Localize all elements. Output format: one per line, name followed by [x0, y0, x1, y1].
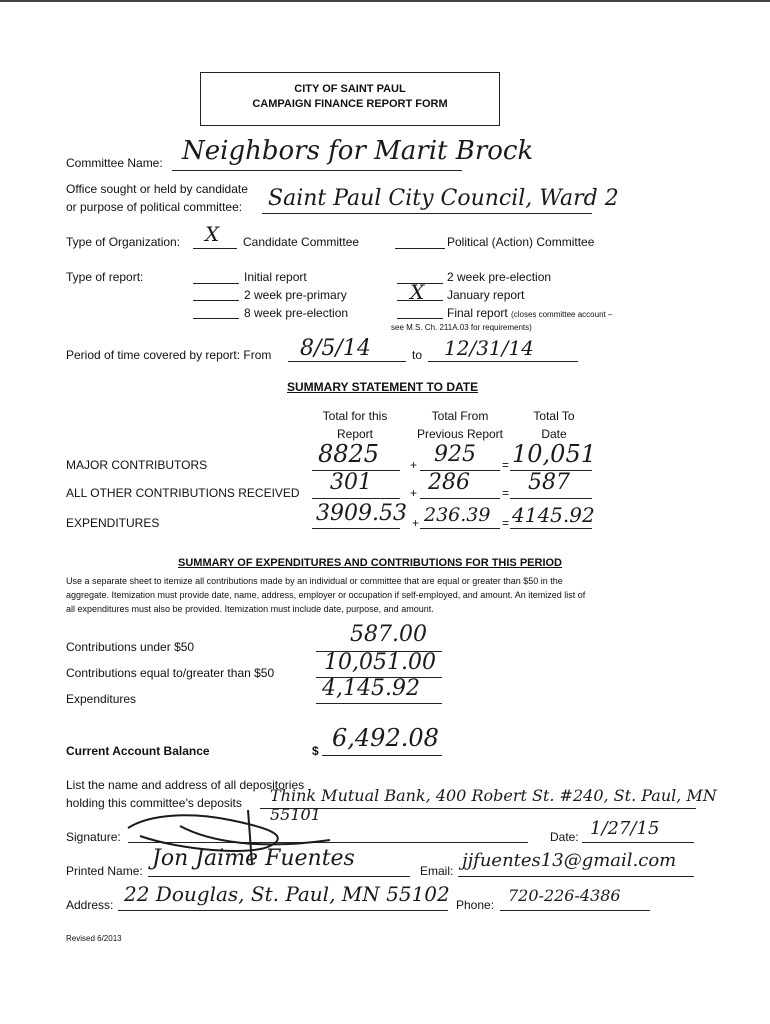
- contrib-over-label: Contributions equal to/greater than $50: [66, 666, 275, 680]
- period-summary-title: SUMMARY OF EXPENDITURES AND CONTRIBUTIONS FOR THIS PERIOD: [178, 557, 563, 569]
- period-to-label: to: [412, 348, 423, 362]
- summary-row-label: EXPENDITURES: [66, 516, 160, 530]
- revised-note: Revised 6/2013: [66, 934, 122, 943]
- initial-report-line[interactable]: [193, 283, 239, 284]
- row3-prev-value[interactable]: 236.39: [424, 504, 491, 526]
- pre-election-2-label: 2 week pre-election: [447, 270, 552, 284]
- pre-election-8-line[interactable]: [193, 318, 239, 319]
- org-candidate-check[interactable]: X: [205, 222, 220, 246]
- phone-value[interactable]: 720-226-4386: [508, 886, 621, 905]
- committee-name-line: [172, 170, 462, 171]
- row2-prev-value[interactable]: 286: [428, 470, 470, 495]
- row2-prev-line: [420, 498, 500, 499]
- address-label: Address:: [66, 898, 114, 912]
- printed-name-line: [148, 876, 410, 877]
- period-label: Period of time covered by report: From: [66, 348, 272, 362]
- col-prev-header: [412, 409, 508, 441]
- instructions-line1: Use a separate sheet to itemize all contributions made by an individual or committee that are equal or greater than $50 in the: [66, 576, 563, 586]
- row2-this-line: [312, 498, 400, 499]
- summary-title: SUMMARY STATEMENT TO DATE: [287, 380, 479, 394]
- row2-total-line: [510, 498, 592, 499]
- row3-plus: +: [412, 516, 420, 530]
- contrib-under-label: Contributions under $50: [66, 640, 195, 654]
- printed-name-value[interactable]: Jon Jaime Fuentes: [152, 846, 355, 871]
- address-value[interactable]: 22 Douglas, St. Paul, MN 55102: [124, 882, 450, 906]
- office-label-2: or purpose of political committee:: [66, 200, 243, 214]
- expenditures-line: [316, 703, 442, 704]
- date-line: [582, 842, 694, 843]
- form-title-line1: CITY OF SAINT PAUL: [294, 83, 406, 95]
- depositories-label-1: List the name and address of all depositories: [66, 778, 305, 792]
- email-label: Email:: [420, 864, 454, 878]
- date-value[interactable]: 1/27/15: [590, 818, 660, 839]
- expenditures-value[interactable]: 4,145.92: [322, 676, 420, 701]
- january-report-check[interactable]: X: [410, 280, 425, 304]
- col-this-header-line2: Report: [336, 427, 374, 441]
- col-this-header: [312, 409, 398, 441]
- pre-election-8-label: 8 week pre-election: [244, 306, 349, 320]
- instructions-line3: all expenditures must also be provided. Itemization must include date, purpose, and amount.: [66, 604, 434, 614]
- printed-name-label: Printed Name:: [66, 864, 143, 878]
- signature-label: Signature:: [66, 830, 121, 844]
- form-title-box: [200, 72, 500, 126]
- period-from-value[interactable]: 8/5/14: [300, 336, 371, 361]
- row2-plus: +: [410, 486, 418, 500]
- balance-currency: $: [312, 744, 319, 758]
- row3-prev-line: [420, 528, 500, 529]
- balance-line: [322, 755, 442, 756]
- col-total-header-line2: Date: [541, 427, 567, 441]
- email-line: [458, 876, 694, 877]
- office-value[interactable]: Saint Paul City Council, Ward 2: [268, 186, 619, 211]
- final-report-line[interactable]: [397, 318, 443, 319]
- office-label-1: Office sought or held by candidate: [66, 182, 248, 196]
- final-report-note: (closes committee account –: [511, 310, 613, 319]
- row1-prev-value[interactable]: 925: [434, 442, 476, 467]
- org-candidate-line: [193, 248, 237, 249]
- col-total-header: [522, 409, 586, 441]
- email-value[interactable]: jjfuentes13@gmail.com: [462, 850, 677, 871]
- committee-name-label: Committee Name:: [66, 156, 163, 170]
- org-political-label: Political (Action) Committee: [447, 235, 595, 249]
- col-prev-header-line1: Total From: [431, 409, 489, 423]
- final-report-label: [447, 306, 612, 320]
- january-report-label: January report: [447, 288, 525, 302]
- phone-label: Phone:: [456, 898, 495, 912]
- address-line: [118, 910, 448, 911]
- initial-report-label: Initial report: [244, 270, 307, 284]
- top-edge-rule: [0, 0, 770, 2]
- final-report-bold: Final report: [447, 306, 508, 320]
- row3-this-line: [312, 528, 400, 529]
- period-to-value[interactable]: 12/31/14: [444, 336, 534, 360]
- balance-label: Current Account Balance: [66, 744, 210, 758]
- expenditures-label: Expenditures: [66, 692, 137, 706]
- instructions-line2: aggregate. Itemization must provide date, name, address, employer or occupation if self-employed, and amount. An itemized list of: [66, 590, 586, 600]
- row1-equals: =: [502, 458, 510, 472]
- form-title-line2: CAMPAIGN FINANCE REPORT FORM: [252, 98, 448, 110]
- org-political-line[interactable]: [395, 248, 445, 249]
- pre-primary-label: 2 week pre-primary: [244, 288, 347, 302]
- contrib-under-value[interactable]: 587.00: [350, 622, 427, 647]
- row3-total-line: [510, 528, 592, 529]
- office-line: [262, 213, 592, 214]
- depositories-value[interactable]: Think Mutual Bank, 400 Robert St. #240, St. Paul, MN 55101: [270, 786, 717, 824]
- col-total-header-line1: Total To: [533, 409, 575, 423]
- period-to-line: [428, 361, 578, 362]
- row3-equals: =: [502, 516, 510, 530]
- itemization-instructions: [66, 574, 726, 616]
- report-type-label: Type of report:: [66, 270, 144, 284]
- phone-line: [500, 910, 650, 911]
- summary-row-label: MAJOR CONTRIBUTORS: [66, 458, 208, 472]
- pre-primary-line[interactable]: [193, 300, 239, 301]
- row1-this-value[interactable]: 8825: [318, 440, 380, 468]
- balance-value[interactable]: 6,492.08: [332, 724, 439, 752]
- row3-total-value[interactable]: 4145.92: [512, 503, 595, 527]
- final-report-note-2: see M.S. Ch. 211A.03 for requirements): [391, 323, 532, 332]
- depositories-label-2: holding this committee’s deposits: [66, 796, 242, 810]
- committee-name-value[interactable]: Neighbors for Marit Brock: [182, 136, 534, 166]
- col-this-header-line1: Total for this: [322, 409, 388, 423]
- date-label: Date:: [550, 830, 579, 844]
- contrib-over-value[interactable]: 10,051.00: [324, 650, 436, 675]
- org-candidate-label: Candidate Committee: [243, 235, 360, 249]
- row1-plus: +: [410, 458, 418, 472]
- org-type-label: Type of Organization:: [66, 235, 181, 249]
- row3-this-value[interactable]: 3909.53: [316, 501, 407, 526]
- summary-row-label: ALL OTHER CONTRIBUTIONS RECEIVED: [66, 486, 300, 500]
- row2-this-value[interactable]: 301: [330, 470, 372, 495]
- row2-total-value[interactable]: 587: [528, 470, 570, 495]
- period-from-line: [288, 361, 406, 362]
- col-prev-header-line2: Previous Report: [416, 427, 504, 441]
- row2-equals: =: [502, 486, 510, 500]
- row1-total-value[interactable]: 10,051: [512, 440, 596, 468]
